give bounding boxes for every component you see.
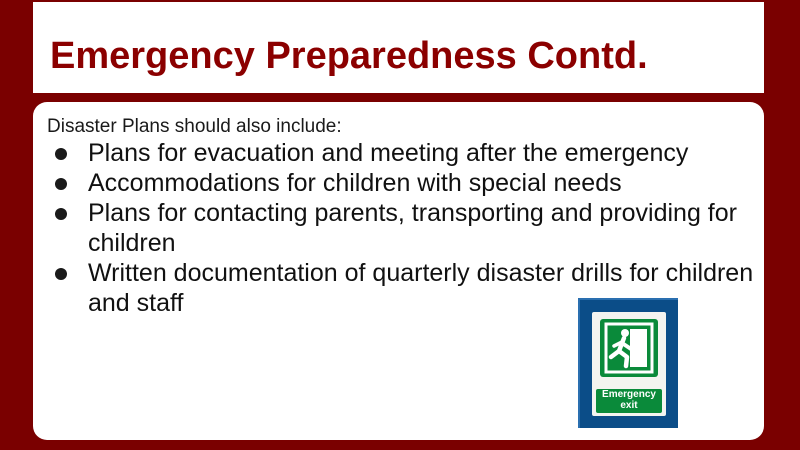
bullet-text: Accommodations for children with special needs — [88, 169, 622, 197]
running-man-exit-icon — [600, 319, 658, 377]
title-bar — [33, 2, 764, 93]
bullet-icon — [55, 268, 67, 280]
bullet-icon — [55, 148, 67, 160]
bullet-text: Plans for contacting parents, transporting and providing for children — [88, 199, 737, 257]
intro-text: Disaster Plans should also include: — [47, 116, 342, 137]
bullet-list — [33, 138, 764, 318]
sign-label-line2: exit — [620, 400, 638, 411]
bullet-icon — [55, 208, 67, 220]
sign-label-line1: Emergency — [602, 389, 656, 400]
bullet-text: Plans for evacuation and meeting after the emergency — [88, 139, 689, 167]
bullet-item — [33, 138, 764, 168]
sign-label — [596, 389, 662, 413]
slide-title: Emergency Preparedness Contd. — [50, 35, 648, 77]
emergency-exit-sign — [578, 298, 678, 428]
bullet-icon — [55, 178, 67, 190]
bullet-item — [33, 198, 764, 258]
sign-face — [592, 312, 666, 416]
bullet-text: Written documentation of quarterly disaster drills for children and staff — [88, 259, 754, 317]
bullet-item — [33, 168, 764, 198]
